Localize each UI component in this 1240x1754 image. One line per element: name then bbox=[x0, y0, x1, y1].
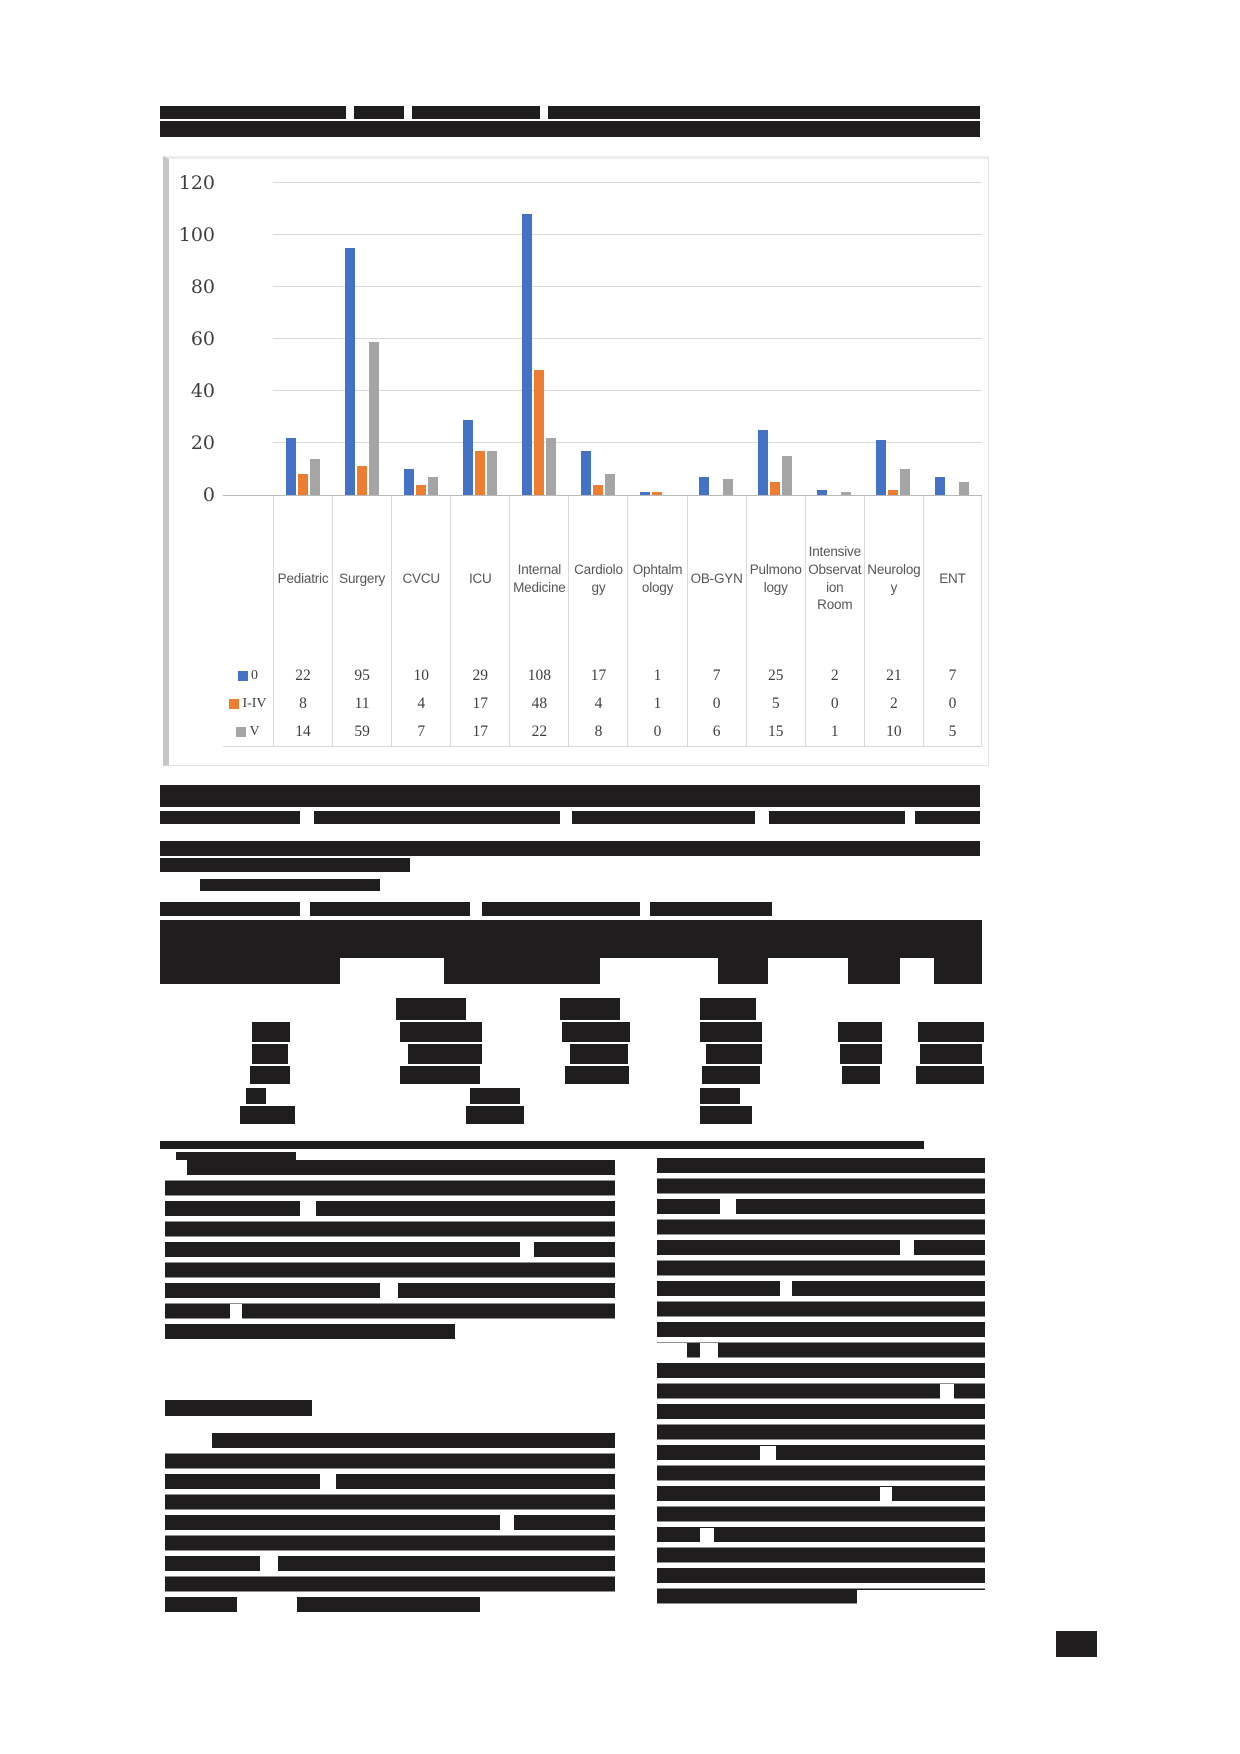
redaction-gap bbox=[768, 958, 848, 984]
redaction-gap bbox=[657, 1343, 687, 1358]
bar-group bbox=[923, 183, 982, 495]
bar-group bbox=[509, 183, 568, 495]
redacted-table-cell bbox=[702, 1066, 760, 1084]
bar bbox=[286, 438, 296, 495]
bar bbox=[935, 477, 945, 495]
redacted-figure-title bbox=[548, 106, 980, 119]
category-label: Pediatric bbox=[273, 496, 332, 661]
bar-group bbox=[332, 183, 391, 495]
bar-group bbox=[273, 183, 332, 495]
value-cell: 1 bbox=[805, 718, 864, 746]
value-cell: 1 bbox=[627, 690, 686, 718]
value-cell: 2 bbox=[805, 661, 864, 690]
category-label: OB-GYN bbox=[687, 496, 746, 661]
value-cell: 4 bbox=[568, 690, 627, 718]
redaction-gap bbox=[230, 1304, 242, 1319]
y-tick-label: 120 bbox=[178, 172, 215, 194]
redacted-table-cell bbox=[250, 1066, 290, 1084]
value-cell: 8 bbox=[273, 690, 332, 718]
bar-group bbox=[864, 183, 923, 495]
bar bbox=[310, 459, 320, 495]
redacted-table-cell bbox=[408, 1044, 482, 1064]
redacted-table-cell bbox=[562, 1022, 630, 1042]
value-cell: 22 bbox=[509, 718, 568, 746]
bar bbox=[876, 440, 886, 495]
redacted-section-heading bbox=[165, 1400, 312, 1416]
bar bbox=[404, 469, 414, 495]
redacted-table-cell bbox=[560, 998, 620, 1020]
y-axis-labels bbox=[169, 172, 215, 506]
redacted-caption-line bbox=[200, 879, 380, 891]
value-cell: 0 bbox=[923, 690, 982, 718]
redaction-gap bbox=[755, 811, 769, 824]
legend-column-spacer bbox=[223, 496, 273, 661]
value-cell: 29 bbox=[450, 661, 509, 690]
redacted-table-cell bbox=[565, 1066, 629, 1084]
plot-area bbox=[273, 183, 982, 495]
redacted-caption-line bbox=[160, 858, 410, 872]
bar-group bbox=[568, 183, 627, 495]
category-label: Cardiology bbox=[568, 496, 627, 661]
redaction-gap bbox=[700, 1528, 714, 1543]
redaction-gap bbox=[320, 1474, 336, 1489]
redacted-table-cell bbox=[700, 1022, 762, 1042]
redaction-gap bbox=[780, 1281, 792, 1296]
value-cell: 2 bbox=[864, 690, 923, 718]
y-tick-label: 40 bbox=[190, 380, 215, 402]
value-cell: 11 bbox=[332, 690, 391, 718]
redacted-table-cell bbox=[700, 1106, 752, 1124]
redaction-gap bbox=[905, 811, 915, 824]
bar-group bbox=[391, 183, 450, 495]
redaction-gap bbox=[700, 1343, 718, 1358]
redacted-table-cell bbox=[916, 1066, 984, 1084]
bar bbox=[369, 342, 379, 495]
redaction-gap bbox=[300, 1201, 316, 1216]
category-label: Ophtalmology bbox=[627, 496, 686, 661]
redaction-gap bbox=[165, 1160, 187, 1175]
bar-group bbox=[687, 183, 746, 495]
redaction-gap bbox=[260, 1556, 278, 1571]
redaction-gap bbox=[600, 958, 718, 984]
category-label: Pulmonology bbox=[746, 496, 805, 661]
redacted-table-cell bbox=[700, 998, 756, 1020]
redacted-table-rule bbox=[160, 1141, 924, 1149]
bar bbox=[581, 451, 591, 495]
value-cell: 22 bbox=[273, 661, 332, 690]
bar bbox=[593, 485, 603, 495]
redacted-page-number bbox=[1056, 1631, 1097, 1657]
legend-swatch bbox=[236, 727, 246, 737]
redacted-table-cell bbox=[840, 1044, 882, 1064]
value-cell: 0 bbox=[627, 718, 686, 746]
legend-item bbox=[223, 718, 273, 746]
redaction-gap bbox=[237, 1597, 297, 1613]
category-label: Intensive Observation Room bbox=[805, 496, 864, 661]
redacted-figure-title bbox=[160, 106, 346, 119]
bar bbox=[900, 469, 910, 495]
redacted-table-cell bbox=[570, 1044, 628, 1064]
value-cell: 17 bbox=[450, 718, 509, 746]
bar bbox=[782, 456, 792, 495]
redacted-table-cell bbox=[252, 1044, 288, 1064]
value-cell: 7 bbox=[391, 718, 450, 746]
value-cell: 25 bbox=[746, 661, 805, 690]
redacted-table-cell bbox=[396, 998, 466, 1020]
bar bbox=[723, 479, 733, 495]
y-tick-label: 0 bbox=[202, 484, 215, 506]
value-cell: 17 bbox=[568, 661, 627, 690]
category-label: Surgery bbox=[332, 496, 391, 661]
redacted-table-cell bbox=[470, 1088, 520, 1104]
legend-item bbox=[223, 661, 273, 690]
bar bbox=[428, 477, 438, 495]
value-cell: 10 bbox=[864, 718, 923, 746]
legend-label: I-IV bbox=[242, 696, 267, 711]
redacted-table-title bbox=[160, 902, 772, 916]
category-label: ENT bbox=[923, 496, 982, 661]
y-tick-label: 80 bbox=[190, 276, 215, 298]
redacted-table-cell bbox=[240, 1106, 295, 1124]
bar bbox=[522, 214, 532, 495]
value-cell: 0 bbox=[687, 690, 746, 718]
redaction-gap bbox=[480, 1597, 615, 1613]
value-cell: 95 bbox=[332, 661, 391, 690]
legend-label: 0 bbox=[251, 667, 258, 683]
redacted-table-cell bbox=[466, 1106, 524, 1124]
value-cell: 0 bbox=[805, 690, 864, 718]
legend-item bbox=[223, 690, 273, 718]
y-tick-label: 100 bbox=[178, 224, 215, 246]
redacted-table-header bbox=[160, 920, 982, 958]
bar bbox=[546, 438, 556, 495]
bar bbox=[416, 485, 426, 495]
legend-label: V bbox=[249, 724, 260, 739]
value-cell: 108 bbox=[509, 661, 568, 690]
bar bbox=[699, 477, 709, 495]
redacted-figure-title bbox=[160, 121, 980, 137]
redaction-gap bbox=[900, 1240, 914, 1255]
bar bbox=[959, 482, 969, 495]
redaction-gap bbox=[560, 811, 572, 824]
redaction-gap bbox=[300, 902, 310, 916]
value-cell: 59 bbox=[332, 718, 391, 746]
redacted-table-header bbox=[160, 958, 982, 984]
redaction-gap bbox=[340, 958, 444, 984]
redacted-figure-title bbox=[412, 106, 540, 119]
redacted-table-cell bbox=[400, 1022, 482, 1042]
bar bbox=[758, 430, 768, 495]
bar bbox=[298, 474, 308, 495]
redacted-table-cell bbox=[842, 1066, 880, 1084]
value-cell: 48 bbox=[509, 690, 568, 718]
redacted-table-cell bbox=[918, 1022, 984, 1042]
value-cell: 7 bbox=[923, 661, 982, 690]
chart-data-table bbox=[223, 495, 982, 747]
redaction-gap bbox=[520, 1242, 534, 1257]
legend-swatch bbox=[229, 699, 239, 709]
redaction-gap bbox=[640, 902, 650, 916]
redaction-gap bbox=[500, 1515, 514, 1530]
bar-group bbox=[746, 183, 805, 495]
category-label: Neurology bbox=[864, 496, 923, 661]
redaction-gap bbox=[880, 1487, 892, 1502]
value-cell: 21 bbox=[864, 661, 923, 690]
bar bbox=[605, 474, 615, 495]
bar-group bbox=[805, 183, 864, 495]
bar bbox=[534, 370, 544, 495]
redaction-gap bbox=[760, 1446, 776, 1461]
redaction-gap bbox=[470, 902, 482, 916]
bar bbox=[487, 451, 497, 495]
redacted-table-cell bbox=[838, 1022, 882, 1042]
redacted-figure-title bbox=[354, 106, 404, 119]
y-tick-label: 20 bbox=[190, 432, 215, 454]
value-cell: 15 bbox=[746, 718, 805, 746]
category-label: ICU bbox=[450, 496, 509, 661]
bar bbox=[770, 482, 780, 495]
value-cell: 17 bbox=[450, 690, 509, 718]
category-label: Internal Medicine bbox=[509, 496, 568, 661]
redaction-gap bbox=[165, 1433, 212, 1448]
redacted-paragraph bbox=[165, 1433, 615, 1613]
value-cell: 8 bbox=[568, 718, 627, 746]
redaction-gap bbox=[940, 1384, 954, 1399]
redaction-gap bbox=[857, 1590, 985, 1608]
y-tick-label: 60 bbox=[190, 328, 215, 350]
value-cell: 4 bbox=[391, 690, 450, 718]
redacted-table-cell bbox=[246, 1088, 266, 1104]
bar bbox=[345, 248, 355, 495]
redacted-caption-line bbox=[160, 841, 980, 856]
bar-group bbox=[627, 183, 686, 495]
redacted-table-cell bbox=[252, 1022, 290, 1042]
legend-swatch bbox=[238, 671, 248, 681]
bar bbox=[463, 420, 473, 495]
value-cell: 14 bbox=[273, 718, 332, 746]
redaction-gap bbox=[380, 1283, 398, 1298]
redaction-gap bbox=[900, 958, 934, 984]
value-cell: 5 bbox=[746, 690, 805, 718]
category-label: CVCU bbox=[391, 496, 450, 661]
bar-groups bbox=[273, 183, 982, 495]
value-cell: 10 bbox=[391, 661, 450, 690]
bar-group bbox=[450, 183, 509, 495]
value-cell: 7 bbox=[687, 661, 746, 690]
bar bbox=[475, 451, 485, 495]
redaction-gap bbox=[300, 811, 314, 824]
bar-chart bbox=[163, 156, 989, 766]
redacted-table-cell bbox=[700, 1088, 740, 1104]
bar bbox=[357, 466, 367, 495]
value-cell: 5 bbox=[923, 718, 982, 746]
redacted-caption-line bbox=[160, 785, 980, 807]
value-cell: 6 bbox=[687, 718, 746, 746]
redacted-table-cell bbox=[400, 1066, 480, 1084]
redacted-table-cell bbox=[706, 1044, 762, 1064]
redaction-gap bbox=[720, 1199, 736, 1214]
redaction-gap bbox=[455, 1322, 615, 1342]
redacted-table-cell bbox=[920, 1044, 982, 1064]
value-cell: 1 bbox=[627, 661, 686, 690]
